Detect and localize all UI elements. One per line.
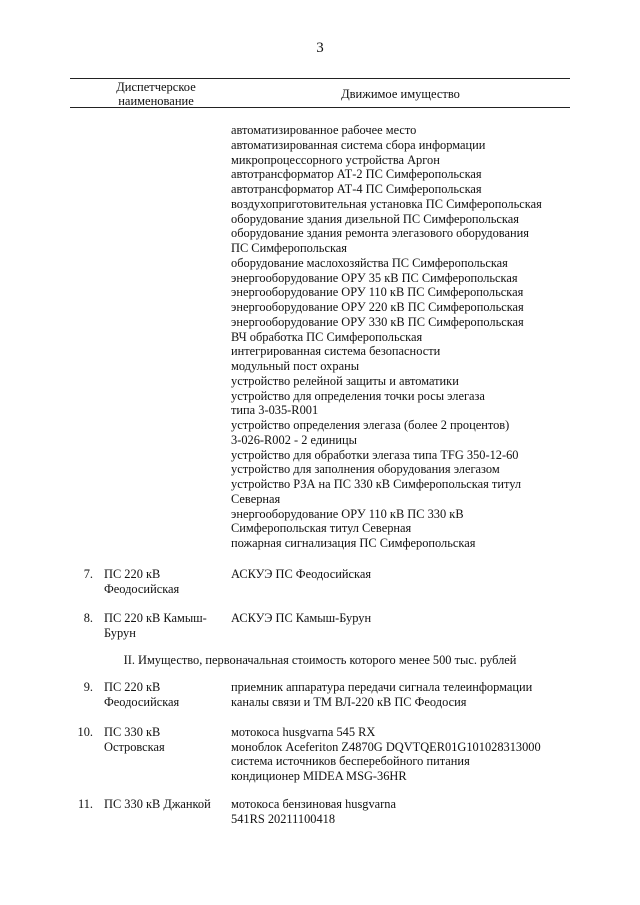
property-item: устройство определения элегаза (более 2 процентов) — [231, 418, 510, 432]
property-item: автотрансформатор АТ-2 ПС Симферопольская — [231, 167, 482, 182]
dispatch-name — [104, 725, 224, 754]
dispatch-name-line: ПС 220 кВ — [104, 567, 161, 581]
property-item: 541RS 20211100418 — [231, 811, 336, 826]
column-header-name-line1: Диспетчерское — [116, 80, 196, 94]
property-item: каналы связи и ТМ ВЛ-220 кВ ПС Феодосия — [231, 694, 467, 709]
property-item: ВЧ обработка ПС Симферопольская — [231, 329, 423, 344]
property-item: Симферопольская титул Северная — [231, 521, 412, 536]
property-item: устройство для определения точки росы элегаза — [231, 388, 485, 403]
property-item: АСКУЭ ПС Феодосийская — [231, 567, 372, 581]
property-item: типа 3-035-R001 — [231, 403, 319, 418]
property-items — [231, 611, 371, 626]
property-item: энергооборудование ОРУ 35 кВ ПС Симферопольская — [231, 270, 518, 285]
dispatch-name-line: ПС 330 кВ — [104, 725, 161, 739]
dispatch-name-line: Островская — [104, 739, 165, 754]
property-item: пожарная сигнализация ПС Симферопольская — [231, 536, 476, 550]
page-number: 3 — [316, 40, 324, 56]
property-item: Северная — [231, 491, 281, 506]
dispatch-name-line: Феодосийская — [104, 581, 180, 596]
row-number: 7. — [83, 567, 93, 581]
row-number: 8. — [83, 611, 93, 625]
property-item: устройство для заполнения оборудования элегазом — [231, 462, 500, 477]
property-item: устройство релейной защиты и автоматики — [231, 373, 459, 388]
property-items — [231, 797, 396, 826]
row-number: 11. — [77, 797, 93, 811]
property-item: устройство РЗА на ПС 330 кВ Симферопольская титул — [231, 477, 522, 491]
property-item: приемник аппаратура передачи сигнала телеинформации — [231, 680, 533, 694]
property-item: энергооборудование ОРУ 220 кВ ПС Симферопольская — [231, 300, 524, 314]
row-number: 9. — [83, 680, 93, 694]
property-item: энергооборудование ОРУ 330 кВ ПС Симферопольская — [231, 314, 524, 329]
property-item: интегрированная система безопасности — [231, 344, 441, 359]
table-header-rule — [70, 107, 570, 108]
dispatch-name-line: Бурун — [104, 625, 136, 640]
dispatch-name-line: ПС 220 кВ — [104, 680, 161, 694]
property-items — [231, 567, 371, 582]
property-item: мотокоса бензиновая husgvarna — [231, 797, 396, 811]
dispatch-name-line: ПС 330 кВ Джанкой — [104, 797, 211, 811]
property-item: автоматизированное рабочее место — [231, 123, 417, 137]
section-title: II. Имущество, первоначальная стоимость которого менее 500 тыс. рублей — [123, 653, 517, 667]
property-item: моноблок Aceferiton Z4870G DQVTQER01G101028313000 — [231, 739, 541, 754]
property-item: устройство для обработки элегаза типа TFG 350-12-60 — [231, 447, 519, 462]
column-header-name-line2: наименование — [118, 94, 194, 108]
dispatch-name-line: ПС 220 кВ Камыш- — [104, 611, 207, 625]
property-item: ПС Симферопольская — [231, 241, 347, 255]
table-top-rule — [70, 78, 570, 79]
dispatch-name — [104, 797, 224, 812]
property-item: энергооборудование ОРУ 110 кВ ПС 330 кВ — [231, 506, 464, 521]
property-item: кондиционер MIDEA MSG-36HR — [231, 768, 407, 783]
property-item: микропроцессорного устройства Аргон — [231, 152, 440, 167]
dispatch-name-line: Феодосийская — [104, 694, 180, 709]
property-item: мотокоса husgvarna 545 RX — [231, 725, 376, 739]
row-number: 10. — [77, 725, 93, 739]
property-items — [231, 680, 532, 709]
property-item: автотрансформатор АТ-4 ПС Симферопольская — [231, 182, 482, 196]
dispatch-name — [104, 611, 224, 640]
property-item: модульный пост охраны — [231, 359, 360, 373]
column-header-property: Движимое имущество — [341, 87, 460, 101]
property-item: воздухоприготовительная установка ПС Симферопольская — [231, 196, 542, 211]
continued-item-list — [231, 123, 542, 551]
property-item: автоматизированная система сбора информации — [231, 137, 486, 152]
property-item: 3-026-R002 - 2 единицы — [231, 432, 357, 447]
property-item: энергооборудование ОРУ 110 кВ ПС Симферопольская — [231, 285, 524, 300]
property-item: оборудование здания дизельной ПС Симферопольская — [231, 211, 519, 226]
property-item: АСКУЭ ПС Камыш-Бурун — [231, 611, 372, 625]
property-items — [231, 725, 541, 783]
dispatch-name — [104, 680, 224, 709]
property-item: система источников бесперебойного питания — [231, 754, 470, 768]
column-header-name — [93, 80, 219, 108]
property-item: оборудование маслохозяйства ПС Симферопольская — [231, 255, 508, 270]
property-item: оборудование здания ремонта элегазового оборудования — [231, 226, 529, 241]
dispatch-name — [104, 567, 224, 596]
